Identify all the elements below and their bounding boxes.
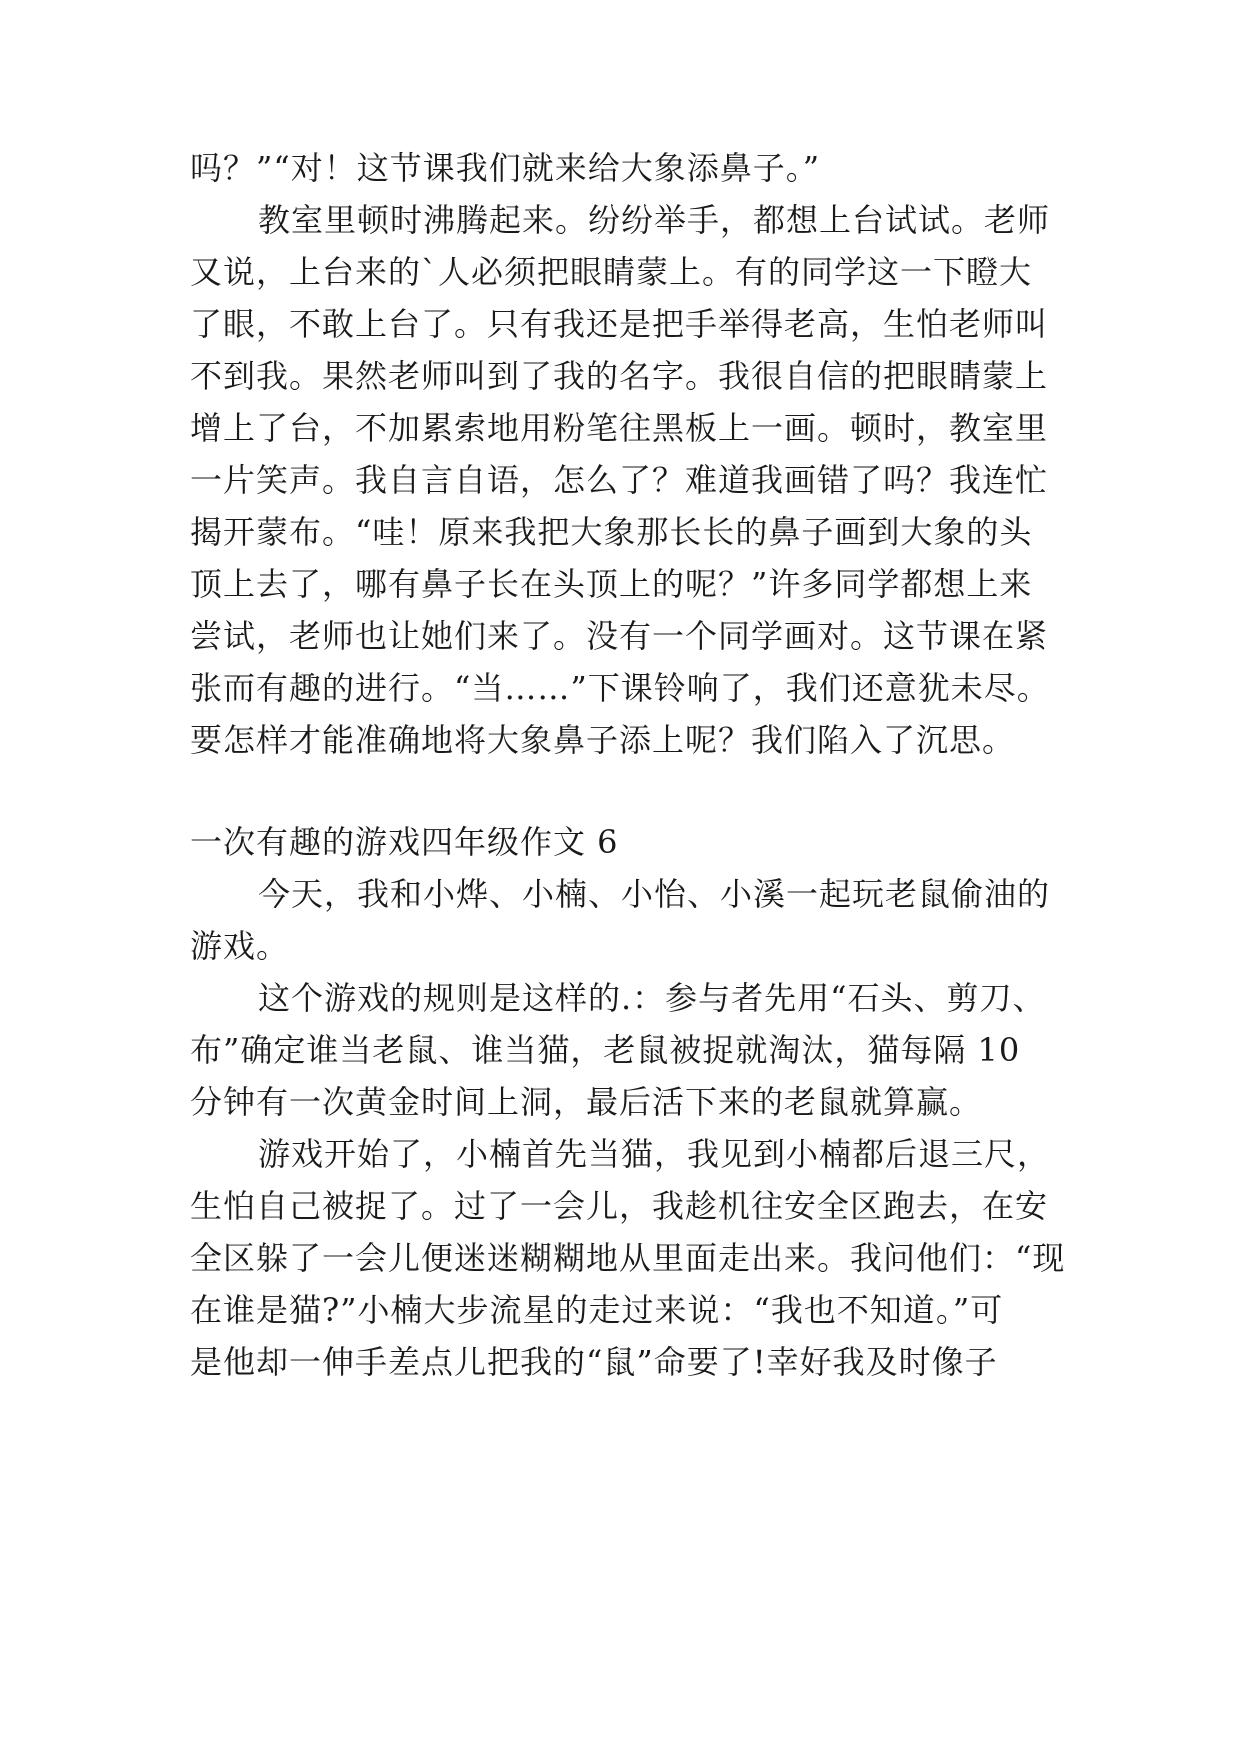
text-line: 又说，上台来的`人必须把眼睛蒙上。有的同学这一下瞪大: [190, 253, 1033, 291]
text-line: 吗？”“对！这节课我们就来给大象添鼻子。”: [190, 149, 821, 187]
text-line: 要怎样才能准确地将大象鼻子添上呢？我们陷入了沉思。: [190, 721, 1016, 759]
essay-heading: 一次有趣的游戏四年级作文 6: [190, 823, 619, 861]
paragraph-first-line: 游戏开始了，小楠首先当猫，我见到小楠都后退三尺，: [258, 1135, 1051, 1173]
text-line: 增上了台，不加累索地用粉笔往黑板上一画。顿时，教室里: [190, 409, 1049, 447]
text-line: 生怕自己被捉了。过了一会儿，我趁机往安全区跑去，在安: [190, 1187, 1049, 1225]
text-line: 布”确定谁当老鼠、谁当猫，老鼠被捉就淘汰，猫每隔 10: [190, 1031, 1021, 1069]
text-line: 张而有趣的进行。“当……”下课铃响了，我们还意犹未尽。: [190, 669, 1050, 707]
text-line: 分钟有一次黄金时间上洞，最后活下来的老鼠就算赢。: [190, 1083, 983, 1121]
text-line: 了眼，不敢上台了。只有我还是把手举得老高，生怕老师叫: [190, 305, 1049, 343]
text-line: 顶上去了，哪有鼻子长在头顶上的呢？”许多同学都想上来: [190, 565, 1033, 603]
text-line: 尝试，老师也让她们来了。没有一个同学画对。这节课在紧: [190, 617, 1049, 655]
text-line: 游戏。: [190, 927, 290, 965]
text-line: 是他却一伸手差点儿把我的“鼠”命要了!幸好我及时像子: [190, 1343, 998, 1381]
text-line: 揭开蒙布。“哇！原来我把大象那长长的鼻子画到大象的头: [190, 513, 1033, 551]
paragraph-first-line: 教室里顿时沸腾起来。纷纷举手，都想上台试试。老师: [258, 201, 1051, 239]
text-line: 不到我。果然老师叫到了我的名字。我很自信的把眼睛蒙上: [190, 357, 1049, 395]
paragraph-first-line: 这个游戏的规则是这样的.：参与者先用“石头、剪刀、: [258, 979, 1046, 1017]
text-line: 在谁是猫?”小楠大步流星的走过来说：“我也不知道。”可: [190, 1291, 1004, 1329]
text-line: 全区躲了一会儿便迷迷糊糊地从里面走出来。我问他们：“现: [190, 1239, 1066, 1277]
text-line: 一片笑声。我自言自语，怎么了？难道我画错了吗？我连忙: [190, 461, 1049, 499]
paragraph-first-line: 今天，我和小烨、小楠、小怡、小溪一起玩老鼠偷油的: [258, 875, 1051, 913]
